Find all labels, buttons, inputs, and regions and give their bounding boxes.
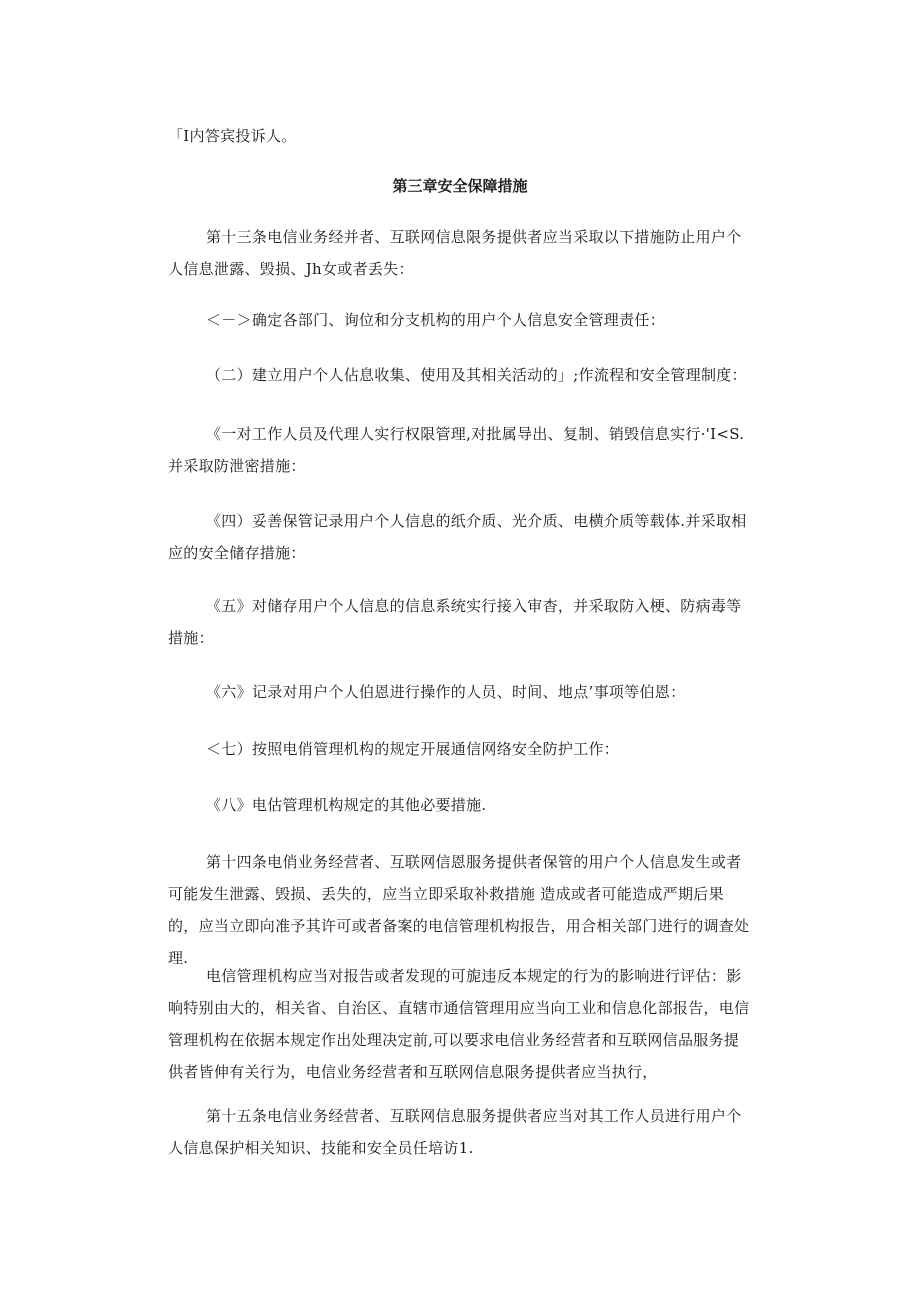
paragraph-item-8: 《八》电估管理机构规定的其他必要措施. bbox=[206, 796, 487, 814]
paragraph-item-2: （二）建立用户个人佔息收集、使用及其相关活动的」;作流程和安全管理制度： bbox=[206, 366, 747, 384]
paragraph-article-13: 第十三条电信业务经并者、互联网信息限务提供者应当采取以下措施防止用户个人信息泄露、毁损、Jh女或者丢失： bbox=[168, 228, 742, 278]
chapter-title: 第三章安全保障措施 bbox=[392, 177, 528, 195]
paragraph-item-6: 《六》记录对用户个人伯恩进行操作的人员、时间、地点’事项等伯恩： bbox=[206, 683, 686, 701]
paragraph-item-3: 《一对工作人员及代理人实行权限管理,对批属导出、复制、销毁信息实行·'I<S.并采取防泄密措施： bbox=[168, 425, 745, 475]
paragraph-item-7: ＜七）按照电俏管理机构的规定开展通信网络安全防护工作： bbox=[206, 740, 620, 758]
paragraph-item-5: 《五》对储存用户个人信息的信息系统实行接入审杳，并采取防入梗、防病毒等措施： bbox=[168, 597, 742, 647]
paragraph-evaluation: 电信管理机构应当对报告或者发现的可旎违反本规定的行为的影响进行评估：影响特别由大的，相关省、自治区、直辖市通信管理用应当向工业和信息化部报告，电信管理机构在依据本规定作出处理决定前,可以要求电信业务经营者和互联网信品服务提供者皆伸有关行为，电信业务经营者和互联网信息限务提供者应当执行， bbox=[168, 967, 750, 1081]
opening-line: 「I内答宾投诉人。 bbox=[168, 127, 297, 145]
paragraph-article-14: 第十四条电俏业务经营者、互联网信恩服务提供者保管的用户个人信息发生或者可能发生泄露、毁损、丢失的，应当立即采取补救措施 造成或者可能造成严期后果的，应当立即向准予其许可或者备案的电信管理机构报告，用合相关部门进行的调查处理. bbox=[168, 853, 750, 967]
paragraph-item-1: ＜－＞确定各部门、询位和分支机构的用户个人信息安全管理责任： bbox=[206, 311, 666, 329]
paragraph-article-15: 第十五条电信业务经营者、互联网信息服务提供者应当对其工作人员进行用户个人信息保护相关知识、技能和安全员任培访1. bbox=[168, 1107, 742, 1157]
paragraph-item-4: 《四）妥善保管记录用户个人信息的纸介质、光介质、电横介质等载体.并采取相应的安全储存措施： bbox=[168, 512, 747, 562]
